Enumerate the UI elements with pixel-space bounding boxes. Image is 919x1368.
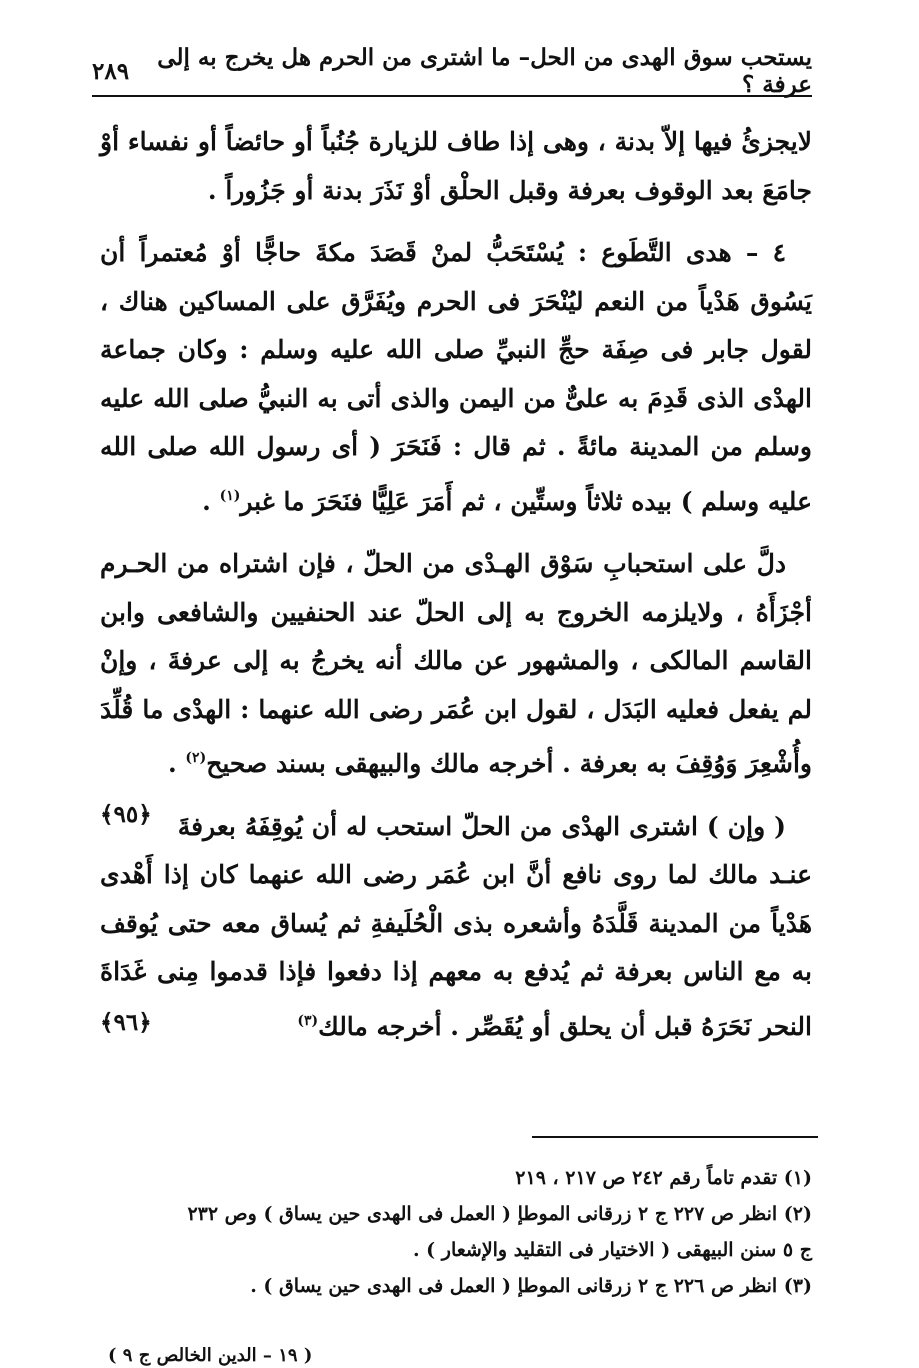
header-rule bbox=[92, 95, 812, 97]
hadith-number-95: ﴿٩٥﴾ bbox=[100, 800, 152, 828]
paragraph-3 bbox=[100, 540, 812, 828]
paragraph-2-text: ٤ – هدى التَّطَوع : يُسْتَحَبُّ لمنْ قَصَدَ مكةَ حاجًّا أوْ مُعتمراً أن يَسُوق هَدْياً من النعم ليُنْحَرَ فى الحرم ويُفَرَّق على المساكين هناك ، لقول جابر فى صِفَة حجِّ النبيِّ صلى الله عليه وسلم : وكان جماعة الهدْى الذى قَدِمَ به علىٌّ من اليمن والذى أتى به النبيُّ صلى الله عليه وسلم من المدينة مائةً . ثم قال : فَنَحَرَ ( أى رسول الله صلى الله عليه وسلم ) بيده ثلاثاً وستِّين ، ثم أَمَرَ عَلِيًّا فنَحَرَ ما غبر bbox=[100, 238, 812, 516]
running-title: يستحب سوق الهدى من الحل– ما اشترى من الحرم هل يخرج به إلى عرفة ؟ bbox=[157, 44, 812, 98]
paragraph-4 bbox=[100, 803, 812, 1052]
paragraph-1-text: لايجزئُ فيها إلاّ بدنة ، وهى إذا طاف للزيارة جُنُباً أو حائضاً أو نفساء أوْ جامَعَ بعد الوقوف بعرفة وقبل الحلْق أوْ نَذَرَ بدنة أو جَزُوراً . bbox=[100, 127, 812, 205]
paragraph-3-text: دلَّ على استحبابِ سَوْق الهـدْى من الحلّ ، فإن اشتراه من الحـرم أجْزَأَهُ ، ولايلزمه الخروج به إلى الحلّ عند الحنفيين والشافعى وابن القاسم المالكى ، والمشهور عن مالك أنه يخرجُ به إلى عرفةَ ، وإنْ لم يفعل فعليه البَدَل ، لقول ابن عُمَر رضى الله عنهما : الهدْى ما قُلِّدَ وأُشْعِرَ وَوُقِفَ به بعرفة . أخرجه مالك والبيهقى بسند صحيح bbox=[100, 549, 812, 778]
paragraph-2-end: . bbox=[202, 486, 220, 516]
paragraph-1 bbox=[100, 118, 812, 215]
footnote-marker-1: (١) bbox=[219, 487, 241, 504]
paragraph-3-end: . bbox=[167, 749, 186, 778]
footnote-2-continued: ج ٥ سنن البيهقى ( الاختيار فى التقليد والإشعار ) . bbox=[412, 1239, 812, 1261]
signature-mark: ( ١٩ – الدين الخالص ج ٩ ) bbox=[108, 1345, 313, 1366]
footnote-marker-3: (٣) bbox=[297, 1012, 319, 1029]
main-text bbox=[100, 118, 812, 1065]
footnote-1: (١) تقدم تاماً رقم ٢٤٢ ص ٢١٧ ، ٢١٩ bbox=[515, 1167, 812, 1189]
footnote-2: (٢) انظر ص ٢٢٧ ج ٢ زرقانى الموطإ ( العمل فى الهدى حين يساق ) وص ٢٣٢ bbox=[187, 1203, 812, 1225]
page-header bbox=[92, 44, 812, 98]
footnote-rule bbox=[532, 1136, 818, 1138]
page-number: ٢٨٩ bbox=[92, 57, 130, 85]
footnotes bbox=[100, 1160, 812, 1304]
footnote-marker-2: (٢) bbox=[185, 750, 207, 766]
hadith-number-96: ﴿٩٦﴾ bbox=[100, 1008, 152, 1036]
paragraph-2 bbox=[100, 229, 812, 526]
paragraph-4-text: ( وإن ) اشترى الهدْى من الحلّ استحب له أن يُوقِفَهُ بعرفةَ عنـد مالك لما روى نافع أنَّ ابن عُمَر رضى الله عنهما كان إذا أَهْدى هَدْياً من المدينة قَلَّدَهُ وأشعره بذى الْحُلَيفةِ ثم يُساق معه حتى يُوقف به مع الناس بعرفة ثم يُدفع به معهم إذا دفعوا فإذا قدموا مِنى غَدَاةَ النحر نَحَرَهُ قبل أن يحلق أو يُقَصِّر . أخرجه مالك bbox=[100, 811, 812, 1041]
footnote-3: (٣) انظر ص ٢٢٦ ج ٢ زرقانى الموطإ ( العمل فى الهدى حين يساق ) . bbox=[250, 1275, 812, 1297]
